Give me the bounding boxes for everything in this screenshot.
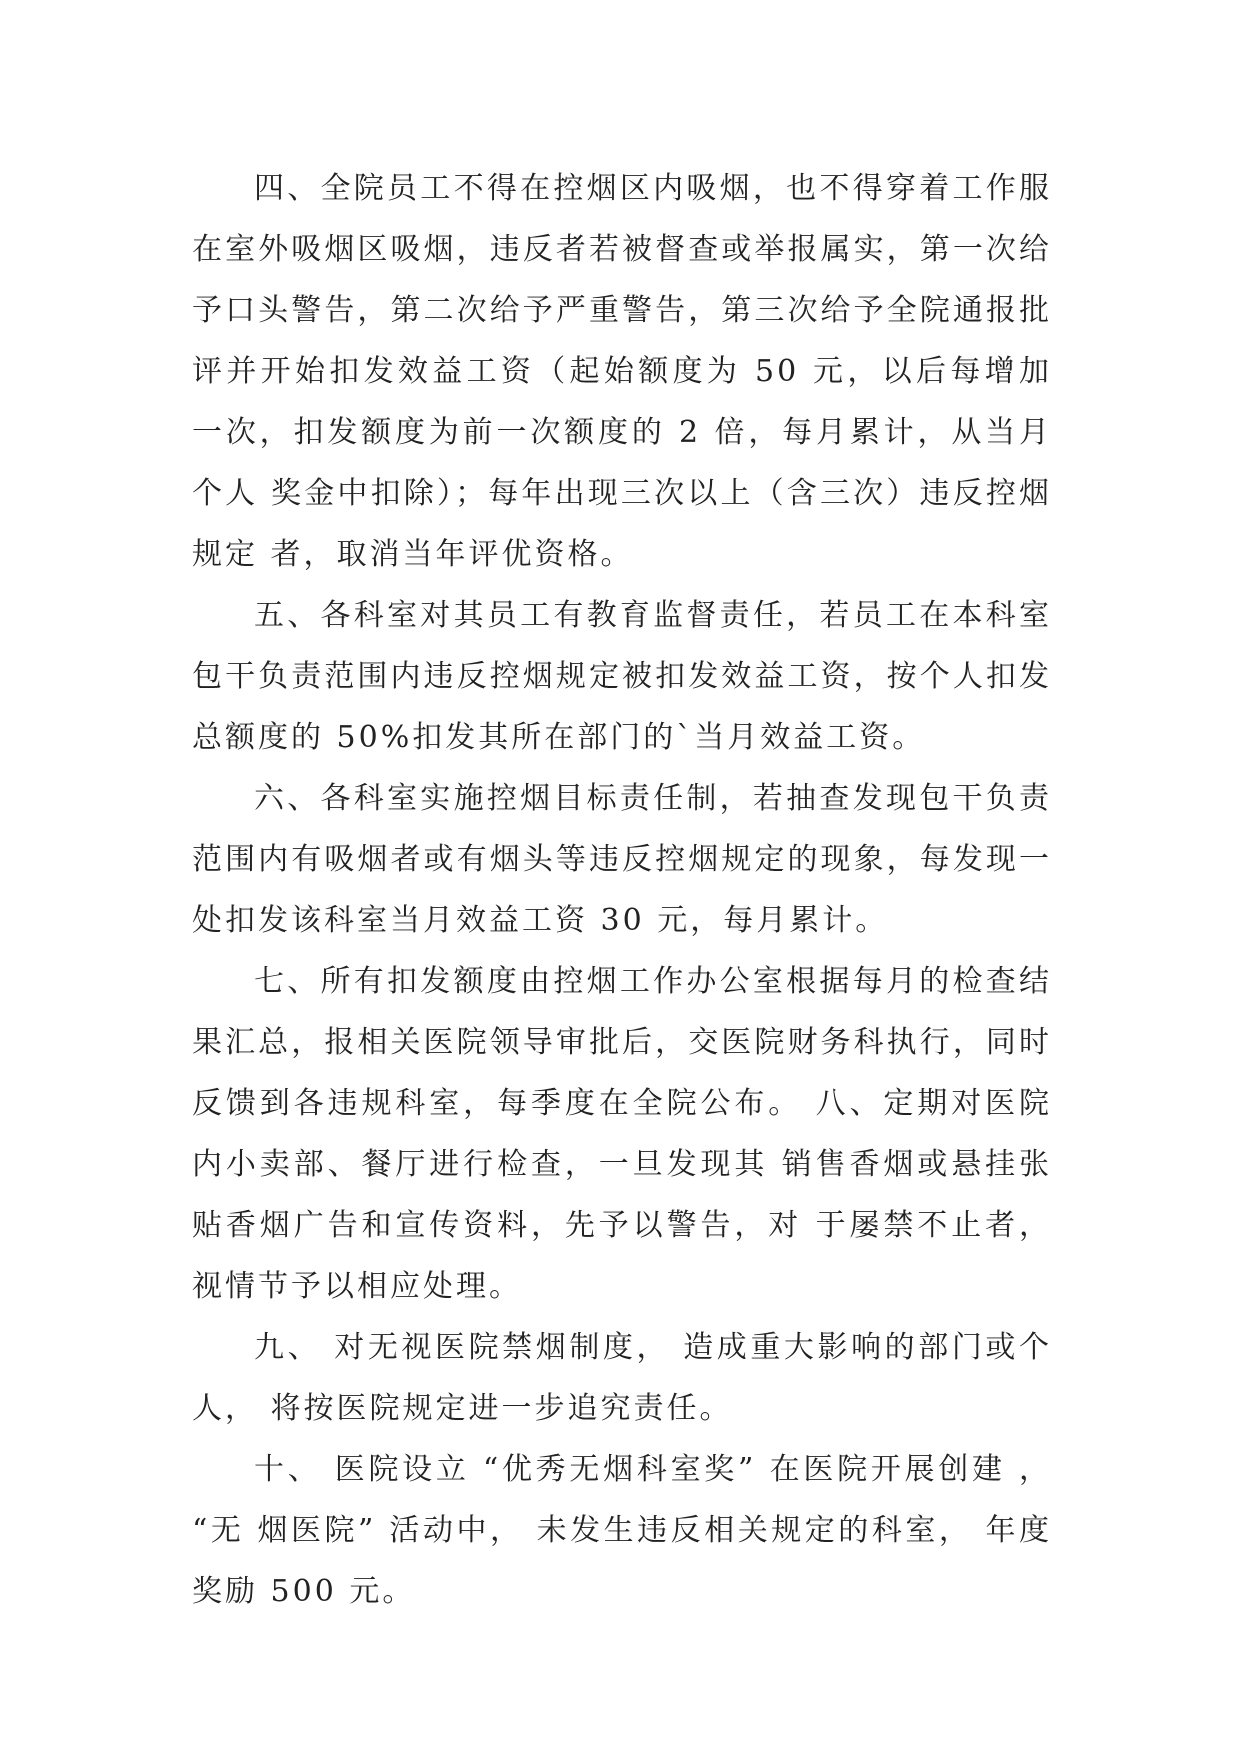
paragraph-rule-10: 十、 医院设立 “优秀无烟科室奖” 在医院开展创建 ， “无 烟医院” 活动中， 未发生违反相关规定的科室， 年度奖励 500 元。 [192,1452,1052,1609]
paragraph-rule-5: 五、各科室对其员工有教育监督责任，若员工在本科室包干负责范围内违反控烟规定被扣发效益工资，按个人扣发总额度的 50%扣发其所在部门的`当月效益工资。 [192,598,1052,755]
paragraph-rule-6: 六、各科室实施控烟目标责任制，若抽查发现包干负责范围内有吸烟者或有烟头等违反控烟规定的现象，每发现一处扣发该科室当月效益工资 30 元，每月累计。 [192,781,1052,938]
paragraph-rule-7-8: 七、所有扣发额度由控烟工作办公室根据每月的检查结果汇总，报相关医院领导审批后，交医院财务科执行，同时反馈到各违规科室，每季度在全院公布。 八、定期对医院内小卖部、餐厅进行检查，一旦发现其 销售香烟或悬挂张贴香烟广告和宣传资料，先予以警告，对 于屡禁不止者，视情节予以相应处理。 [192,964,1052,1304]
paragraph-rule-9: 九、 对无视医院禁烟制度， 造成重大影响的部门或个人， 将按医院规定进一步追究责任。 [192,1330,1052,1426]
paragraph-rule-4: 四、全院员工不得在控烟区内吸烟，也不得穿着工作服在室外吸烟区吸烟，违反者若被督查或举报属实，第一次给予口头警告，第二次给予严重警告，第三次给予全院通报批评并开始扣发效益工资（起始额度为 50 元，以后每增加一次，扣发额度为前一次额度的 2 倍，每月累计，从当月个人 奖金中扣除）；每年出现三次以上（含三次）违反控烟规定 者，取消当年评优资格。 [192,171,1052,572]
document-body [192,158,1052,1622]
